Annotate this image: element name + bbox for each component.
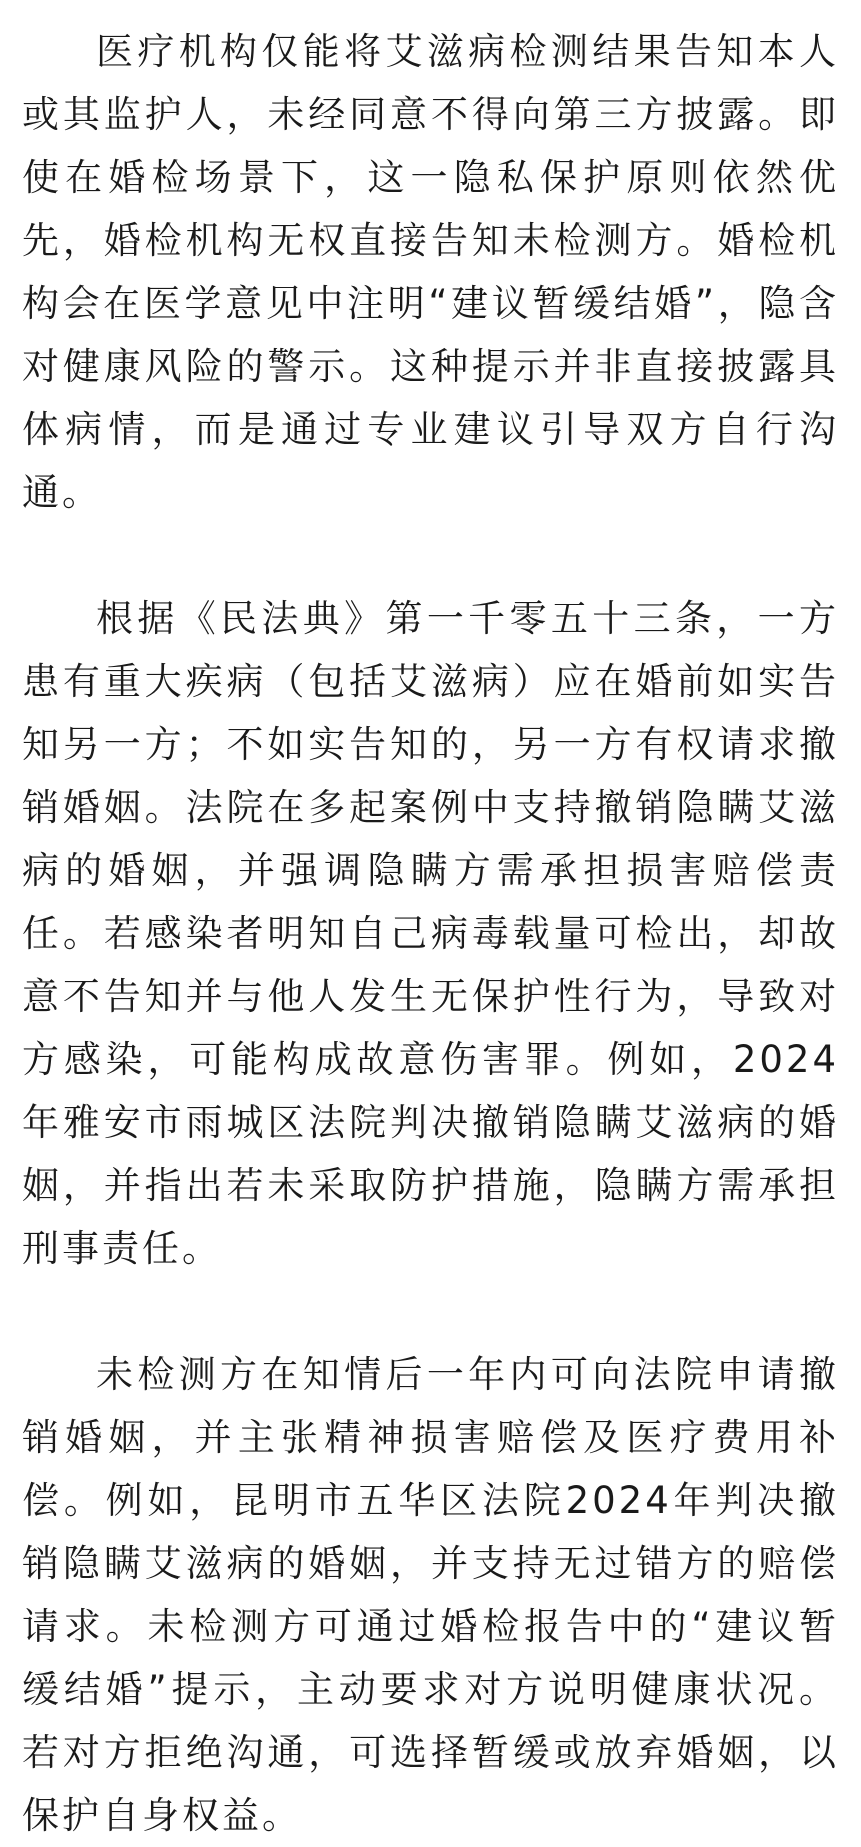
paragraph-civil-code: 根据《民法典》第一千零五十三条，一方患有重大疾病（包括艾滋病）应在婚前如实告知另一方；不如实告知的，另一方有权请求撤销婚姻。法院在多起案例中支持撤销隐瞒艾滋病的婚姻，并强调隐瞒方需承担损害赔偿责任。若感染者明知自己病毒载量可检出，却故意不告知并与他人发生无保护性行为，导致对方感染，可能构成故意伤害罪。例如，2024年雅安市雨城区法院判决撤销隐瞒艾滋病的婚姻，并指出若未采取防护措施，隐瞒方需承担刑事责任。	[22, 597, 839, 1270]
article-body	[22, 20, 839, 1847]
paragraph-spacer	[22, 524, 839, 587]
paragraph-annulment-rights: 未检测方在知情后一年内可向法院申请撤销婚姻，并主张精神损害赔偿及医疗费用补偿。例如，昆明市五华区法院2024年判决撤销隐瞒艾滋病的婚姻，并支持无过错方的赔偿请求。未检测方可通过婚检报告中的“建议暂缓结婚”提示，主动要求对方说明健康状况。若对方拒绝沟通，可选择暂缓或放弃婚姻，以保护自身权益。	[22, 1353, 839, 1837]
paragraph-spacer	[22, 1280, 839, 1343]
paragraph-medical-privacy: 医疗机构仅能将艾滋病检测结果告知本人或其监护人，未经同意不得向第三方披露。即使在婚检场景下，这一隐私保护原则依然优先，婚检机构无权直接告知未检测方。婚检机构会在医学意见中注明“建议暂缓结婚”，隐含对健康风险的警示。这种提示并非直接披露具体病情，而是通过专业建议引导双方自行沟通。	[22, 30, 839, 514]
